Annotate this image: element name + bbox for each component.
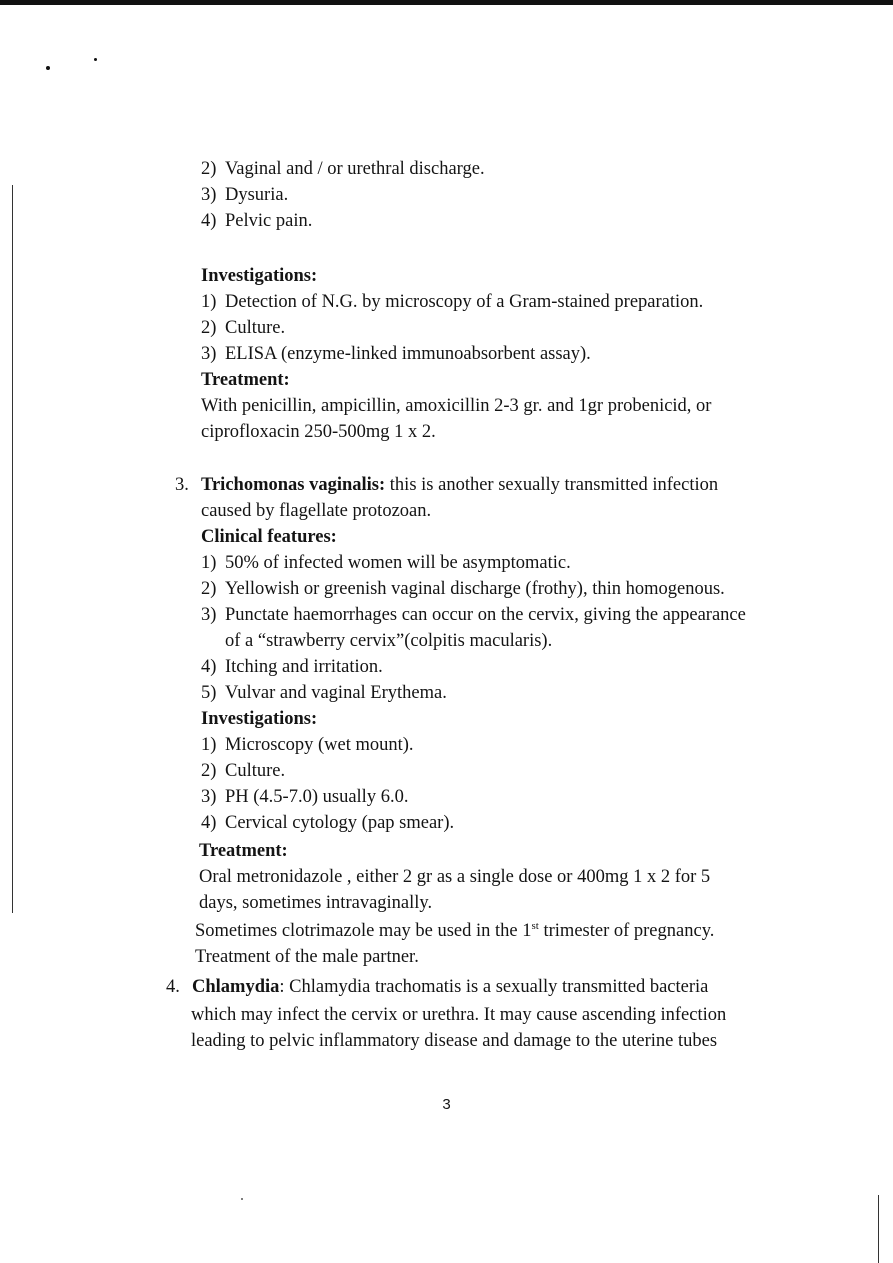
list-item: Culture. <box>225 318 286 338</box>
list-item: Detection of N.G. by microscopy of a Gram-stained preparation. <box>225 292 704 312</box>
list-number: 4) <box>201 657 217 677</box>
section-title-trichomonas: Trichomonas vaginalis: <box>201 475 386 495</box>
paragraph-line: Oral metronidazole , either 2 gr as a single dose or 400mg 1 x 2 for 5 <box>199 867 711 887</box>
section-number: 4. <box>166 977 180 997</box>
list-number: 5) <box>201 683 217 703</box>
list-item: 50% of infected women will be asymptomatic. <box>225 553 571 573</box>
list-number: 1) <box>201 553 217 573</box>
list-item: Cervical cytology (pap smear). <box>225 813 455 833</box>
list-item: Itching and irritation. <box>225 657 383 677</box>
section-heading-investigations: Investigations: <box>201 709 318 729</box>
section-heading-treatment: Treatment: <box>201 370 290 390</box>
list-item: Microscopy (wet mount). <box>225 735 414 755</box>
list-item: PH (4.5-7.0) usually 6.0. <box>225 787 409 807</box>
page-number: 3 <box>442 1096 451 1113</box>
list-number: 3) <box>201 787 217 807</box>
scan-speck <box>46 66 50 70</box>
list-item: Dysuria. <box>225 185 289 205</box>
paragraph-line: caused by flagellate protozoan. <box>201 501 432 521</box>
list-number: 2) <box>201 318 217 338</box>
section-heading-treatment: Treatment: <box>199 841 288 861</box>
paragraph-line: ciprofloxacin 250-500mg 1 x 2. <box>201 422 436 442</box>
paragraph-line: leading to pelvic inflammatory disease and damage to the uterine tubes <box>191 1031 718 1051</box>
list-number: 3) <box>201 605 217 625</box>
pregnancy-text: Sometimes clotrimazole may be used in the 1 <box>195 921 532 941</box>
list-number: 3) <box>201 185 217 205</box>
list-item: Culture. <box>225 761 286 781</box>
list-number: 3) <box>201 344 217 364</box>
list-number: 4) <box>201 211 217 231</box>
scan-left-edge <box>12 185 13 913</box>
section-intro <box>192 976 708 998</box>
paragraph-line: With penicillin, ampicillin, amoxicillin 2-3 gr. and 1gr probenicid, or <box>201 396 712 416</box>
scan-top-border <box>0 0 893 5</box>
list-number: 4) <box>201 813 217 833</box>
scan-right-edge <box>878 1195 879 1263</box>
list-number: 1) <box>201 735 217 755</box>
section-heading-clinical-features: Clinical features: <box>201 527 337 547</box>
paragraph-line: which may infect the cervix or urethra. It may cause ascending infection <box>191 1005 727 1025</box>
section-number: 3. <box>175 475 189 495</box>
pregnancy-text: trimester of pregnancy. <box>538 921 715 941</box>
intro-text: this is another sexually transmitted infection <box>385 475 719 495</box>
paragraph-line: Treatment of the male partner. <box>195 947 419 967</box>
list-item: Pelvic pain. <box>225 211 313 231</box>
section-heading-investigations: Investigations: <box>201 266 318 286</box>
list-number: 2) <box>201 159 217 179</box>
list-number: 2) <box>201 761 217 781</box>
paragraph-line <box>195 920 714 942</box>
ordinal-superscript: st <box>531 920 539 932</box>
list-item: Yellowish or greenish vaginal discharge (frothy), thin homogenous. <box>225 579 725 599</box>
list-item-continuation: of a “strawberry cervix”(colpitis macularis). <box>225 631 553 651</box>
scan-speck <box>94 58 97 61</box>
list-item: Vulvar and vaginal Erythema. <box>225 683 447 703</box>
list-item: ELISA (enzyme-linked immunoabsorbent assay). <box>225 344 591 364</box>
paragraph-line: days, sometimes intravaginally. <box>199 893 433 913</box>
list-item: Vaginal and / or urethral discharge. <box>225 159 485 179</box>
list-item: Punctate haemorrhages can occur on the cervix, giving the appearance <box>225 605 746 625</box>
section-title-chlamydia: Chlamydia <box>192 977 280 997</box>
list-number: 1) <box>201 292 217 312</box>
section-intro <box>201 474 718 496</box>
list-number: 2) <box>201 579 217 599</box>
intro-text: : Chlamydia trachomatis is a sexually transmitted bacteria <box>279 977 709 997</box>
scan-speck <box>241 1198 243 1200</box>
